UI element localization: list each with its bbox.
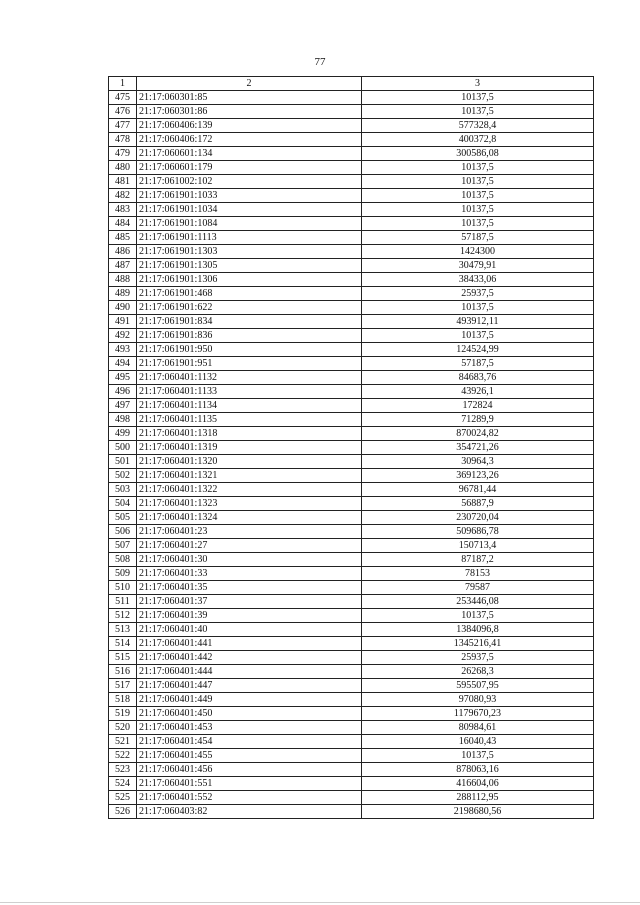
- cadastral-value-cell: 288112,95: [362, 791, 594, 805]
- cadastral-value-cell: 400372,8: [362, 133, 594, 147]
- cadastral-value-cell: 369123,26: [362, 469, 594, 483]
- row-number-cell: 476: [109, 105, 137, 119]
- cadastral-value-cell: 10137,5: [362, 91, 594, 105]
- table-row: [109, 567, 594, 581]
- row-number-cell: 495: [109, 371, 137, 385]
- table-row: [109, 441, 594, 455]
- table-row: [109, 497, 594, 511]
- cadastral-value-cell: 416604,06: [362, 777, 594, 791]
- cadastral-number-cell: 21:17:061901:836: [137, 329, 362, 343]
- cadastral-number-cell: 21:17:060401:1135: [137, 413, 362, 427]
- cadastral-value-cell: 87187,2: [362, 553, 594, 567]
- column-header-3: 3: [362, 77, 594, 91]
- cadastral-value-cell: 26268,3: [362, 665, 594, 679]
- row-number-cell: 480: [109, 161, 137, 175]
- table-row: [109, 707, 594, 721]
- row-number-cell: 512: [109, 609, 137, 623]
- cadastral-number-cell: 21:17:060401:35: [137, 581, 362, 595]
- table-row: [109, 413, 594, 427]
- table-row: [109, 217, 594, 231]
- cadastral-number-cell: 21:17:061901:951: [137, 357, 362, 371]
- cadastral-number-cell: 21:17:060401:30: [137, 553, 362, 567]
- cadastral-value-cell: 10137,5: [362, 203, 594, 217]
- cadastral-number-cell: 21:17:060401:447: [137, 679, 362, 693]
- cadastral-value-cell: 878063,16: [362, 763, 594, 777]
- cadastral-value-cell: 71289,9: [362, 413, 594, 427]
- cadastral-value-cell: 300586,08: [362, 147, 594, 161]
- cadastral-number-cell: 21:17:060401:455: [137, 749, 362, 763]
- cadastral-value-cell: 84683,76: [362, 371, 594, 385]
- table-row: [109, 301, 594, 315]
- row-number-cell: 502: [109, 469, 137, 483]
- table-row: [109, 539, 594, 553]
- cadastral-number-cell: 21:17:061901:1033: [137, 189, 362, 203]
- row-number-cell: 522: [109, 749, 137, 763]
- cadastral-value-cell: 253446,08: [362, 595, 594, 609]
- row-number-cell: 492: [109, 329, 137, 343]
- table-row: [109, 637, 594, 651]
- row-number-cell: 517: [109, 679, 137, 693]
- cadastral-number-cell: 21:17:061901:1303: [137, 245, 362, 259]
- row-number-cell: 485: [109, 231, 137, 245]
- row-number-cell: 504: [109, 497, 137, 511]
- table-row: [109, 609, 594, 623]
- table-row: [109, 343, 594, 357]
- table-row: [109, 749, 594, 763]
- cadastral-value-cell: 595507,95: [362, 679, 594, 693]
- row-number-cell: 523: [109, 763, 137, 777]
- row-number-cell: 516: [109, 665, 137, 679]
- cadastral-number-cell: 21:17:060401:23: [137, 525, 362, 539]
- table-row: [109, 777, 594, 791]
- page-number: 77: [314, 56, 326, 68]
- cadastral-value-cell: 38433,06: [362, 273, 594, 287]
- table-row: [109, 511, 594, 525]
- row-number-cell: 515: [109, 651, 137, 665]
- cadastral-number-cell: 21:17:060401:1324: [137, 511, 362, 525]
- row-number-cell: 484: [109, 217, 137, 231]
- cadastral-value-cell: 230720,04: [362, 511, 594, 525]
- cadastral-value-cell: 56887,9: [362, 497, 594, 511]
- cadastral-value-cell: 30479,91: [362, 259, 594, 273]
- cadastral-value-cell: 124524,99: [362, 343, 594, 357]
- table-row: [109, 259, 594, 273]
- cadastral-value-cell: 509686,78: [362, 525, 594, 539]
- cadastral-value-cell: 354721,26: [362, 441, 594, 455]
- table-row: [109, 245, 594, 259]
- row-number-cell: 509: [109, 567, 137, 581]
- table-row: [109, 679, 594, 693]
- row-number-cell: 508: [109, 553, 137, 567]
- row-number-cell: 524: [109, 777, 137, 791]
- row-number-cell: 489: [109, 287, 137, 301]
- cadastral-value-cell: 79587: [362, 581, 594, 595]
- cadastral-number-cell: 21:17:060301:86: [137, 105, 362, 119]
- cadastral-number-cell: 21:17:060401:1318: [137, 427, 362, 441]
- cadastral-value-cell: 43926,1: [362, 385, 594, 399]
- cadastral-number-cell: 21:17:060401:1323: [137, 497, 362, 511]
- cadastral-number-cell: 21:17:061901:1113: [137, 231, 362, 245]
- row-number-cell: 496: [109, 385, 137, 399]
- cadastral-number-cell: 21:17:060601:179: [137, 161, 362, 175]
- table-row: [109, 805, 594, 819]
- cadastral-number-cell: 21:17:060401:1133: [137, 385, 362, 399]
- cadastral-value-cell: 10137,5: [362, 175, 594, 189]
- row-number-cell: 501: [109, 455, 137, 469]
- cadastral-number-cell: 21:17:060401:27: [137, 539, 362, 553]
- row-number-cell: 511: [109, 595, 137, 609]
- cadastral-number-cell: 21:17:060406:139: [137, 119, 362, 133]
- cadastral-value-cell: 10137,5: [362, 329, 594, 343]
- row-number-cell: 514: [109, 637, 137, 651]
- row-number-cell: 490: [109, 301, 137, 315]
- table-row: [109, 525, 594, 539]
- cadastral-value-cell: 30964,3: [362, 455, 594, 469]
- row-number-cell: 526: [109, 805, 137, 819]
- row-number-cell: 503: [109, 483, 137, 497]
- table-row: [109, 329, 594, 343]
- table-row: [109, 665, 594, 679]
- cadastral-number-cell: 21:17:060406:172: [137, 133, 362, 147]
- cadastral-number-cell: 21:17:061901:622: [137, 301, 362, 315]
- cadastral-value-cell: 10137,5: [362, 189, 594, 203]
- cadastral-number-cell: 21:17:060401:551: [137, 777, 362, 791]
- row-number-cell: 506: [109, 525, 137, 539]
- row-number-cell: 505: [109, 511, 137, 525]
- column-header-2: 2: [137, 77, 362, 91]
- cadastral-value-cell: 25937,5: [362, 287, 594, 301]
- table-row: [109, 483, 594, 497]
- cadastral-value-cell: 57187,5: [362, 357, 594, 371]
- row-number-cell: 486: [109, 245, 137, 259]
- row-number-cell: 488: [109, 273, 137, 287]
- cadastral-number-cell: 21:17:060401:39: [137, 609, 362, 623]
- cadastral-number-cell: 21:17:060401:441: [137, 637, 362, 651]
- row-number-cell: 475: [109, 91, 137, 105]
- table-row: [109, 763, 594, 777]
- cadastral-number-cell: 21:17:061901:1305: [137, 259, 362, 273]
- cadastral-value-table: [108, 76, 594, 819]
- table-row: [109, 371, 594, 385]
- cadastral-number-cell: 21:17:060401:456: [137, 763, 362, 777]
- row-number-cell: 521: [109, 735, 137, 749]
- row-number-cell: 483: [109, 203, 137, 217]
- cadastral-value-cell: 1384096,8: [362, 623, 594, 637]
- row-number-cell: 497: [109, 399, 137, 413]
- row-number-cell: 525: [109, 791, 137, 805]
- row-number-cell: 482: [109, 189, 137, 203]
- cadastral-number-cell: 21:17:061901:1084: [137, 217, 362, 231]
- row-number-cell: 513: [109, 623, 137, 637]
- table-row: [109, 287, 594, 301]
- row-number-cell: 491: [109, 315, 137, 329]
- cadastral-value-cell: 10137,5: [362, 301, 594, 315]
- table-row: [109, 105, 594, 119]
- table-row: [109, 651, 594, 665]
- table-row: [109, 189, 594, 203]
- table-row: [109, 399, 594, 413]
- table-row: [109, 385, 594, 399]
- cadastral-number-cell: 21:17:060401:1322: [137, 483, 362, 497]
- cadastral-number-cell: 21:17:060301:85: [137, 91, 362, 105]
- table-row: [109, 721, 594, 735]
- cadastral-value-cell: 2198680,56: [362, 805, 594, 819]
- row-number-cell: 518: [109, 693, 137, 707]
- row-number-cell: 498: [109, 413, 137, 427]
- row-number-cell: 477: [109, 119, 137, 133]
- table-row: [109, 693, 594, 707]
- cadastral-value-cell: 870024,82: [362, 427, 594, 441]
- cadastral-value-cell: 10137,5: [362, 749, 594, 763]
- cadastral-value-cell: 10137,5: [362, 161, 594, 175]
- row-number-cell: 493: [109, 343, 137, 357]
- cadastral-number-cell: 21:17:060401:1320: [137, 455, 362, 469]
- table-row: [109, 553, 594, 567]
- cadastral-number-cell: 21:17:060401:444: [137, 665, 362, 679]
- cadastral-value-cell: 16040,43: [362, 735, 594, 749]
- cadastral-value-cell: 493912,11: [362, 315, 594, 329]
- cadastral-number-cell: 21:17:060401:453: [137, 721, 362, 735]
- table-row: [109, 623, 594, 637]
- row-number-cell: 519: [109, 707, 137, 721]
- cadastral-number-cell: 21:17:060401:449: [137, 693, 362, 707]
- cadastral-number-cell: 21:17:060403:82: [137, 805, 362, 819]
- cadastral-value-cell: 57187,5: [362, 231, 594, 245]
- table-header-row: [109, 77, 594, 91]
- cadastral-value-cell: 80984,61: [362, 721, 594, 735]
- cadastral-value-cell: 97080,93: [362, 693, 594, 707]
- cadastral-number-cell: 21:17:061002:102: [137, 175, 362, 189]
- table-row: [109, 91, 594, 105]
- cadastral-number-cell: 21:17:060401:1321: [137, 469, 362, 483]
- table-row: [109, 203, 594, 217]
- cadastral-value-cell: 1424300: [362, 245, 594, 259]
- table-row: [109, 315, 594, 329]
- cadastral-number-cell: 21:17:061901:834: [137, 315, 362, 329]
- cadastral-number-cell: 21:17:060401:552: [137, 791, 362, 805]
- cadastral-number-cell: 21:17:061901:468: [137, 287, 362, 301]
- cadastral-number-cell: 21:17:060401:1132: [137, 371, 362, 385]
- table-row: [109, 735, 594, 749]
- cadastral-number-cell: 21:17:060401:442: [137, 651, 362, 665]
- table-row: [109, 595, 594, 609]
- table-row: [109, 469, 594, 483]
- row-number-cell: 481: [109, 175, 137, 189]
- row-number-cell: 479: [109, 147, 137, 161]
- cadastral-number-cell: 21:17:060401:454: [137, 735, 362, 749]
- cadastral-number-cell: 21:17:061901:950: [137, 343, 362, 357]
- row-number-cell: 510: [109, 581, 137, 595]
- cadastral-value-cell: 150713,4: [362, 539, 594, 553]
- cadastral-value-cell: 78153: [362, 567, 594, 581]
- cadastral-number-cell: 21:17:060601:134: [137, 147, 362, 161]
- row-number-cell: 507: [109, 539, 137, 553]
- row-number-cell: 499: [109, 427, 137, 441]
- table-row: [109, 161, 594, 175]
- table-row: [109, 175, 594, 189]
- row-number-cell: 520: [109, 721, 137, 735]
- table-row: [109, 427, 594, 441]
- column-header-1: 1: [109, 77, 137, 91]
- cadastral-number-cell: 21:17:060401:1134: [137, 399, 362, 413]
- page-bottom-edge: [0, 902, 640, 903]
- row-number-cell: 500: [109, 441, 137, 455]
- table-row: [109, 581, 594, 595]
- cadastral-value-cell: 172824: [362, 399, 594, 413]
- table-row: [109, 147, 594, 161]
- table-row: [109, 455, 594, 469]
- cadastral-value-cell: 10137,5: [362, 217, 594, 231]
- cadastral-number-cell: 21:17:060401:1319: [137, 441, 362, 455]
- cadastral-value-cell: 1345216,41: [362, 637, 594, 651]
- cadastral-number-cell: 21:17:060401:450: [137, 707, 362, 721]
- table-row: [109, 357, 594, 371]
- cadastral-value-cell: 1179670,23: [362, 707, 594, 721]
- cadastral-number-cell: 21:17:061901:1034: [137, 203, 362, 217]
- table-row: [109, 133, 594, 147]
- table-row: [109, 273, 594, 287]
- cadastral-value-cell: 96781,44: [362, 483, 594, 497]
- table-row: [109, 791, 594, 805]
- row-number-cell: 487: [109, 259, 137, 273]
- cadastral-value-cell: 25937,5: [362, 651, 594, 665]
- row-number-cell: 478: [109, 133, 137, 147]
- table-row: [109, 119, 594, 133]
- cadastral-number-cell: 21:17:060401:33: [137, 567, 362, 581]
- table-body: [109, 91, 594, 819]
- table-row: [109, 231, 594, 245]
- cadastral-value-cell: 10137,5: [362, 609, 594, 623]
- cadastral-value-cell: 10137,5: [362, 105, 594, 119]
- cadastral-value-cell: 577328,4: [362, 119, 594, 133]
- row-number-cell: 494: [109, 357, 137, 371]
- cadastral-number-cell: 21:17:060401:37: [137, 595, 362, 609]
- cadastral-number-cell: 21:17:061901:1306: [137, 273, 362, 287]
- cadastral-number-cell: 21:17:060401:40: [137, 623, 362, 637]
